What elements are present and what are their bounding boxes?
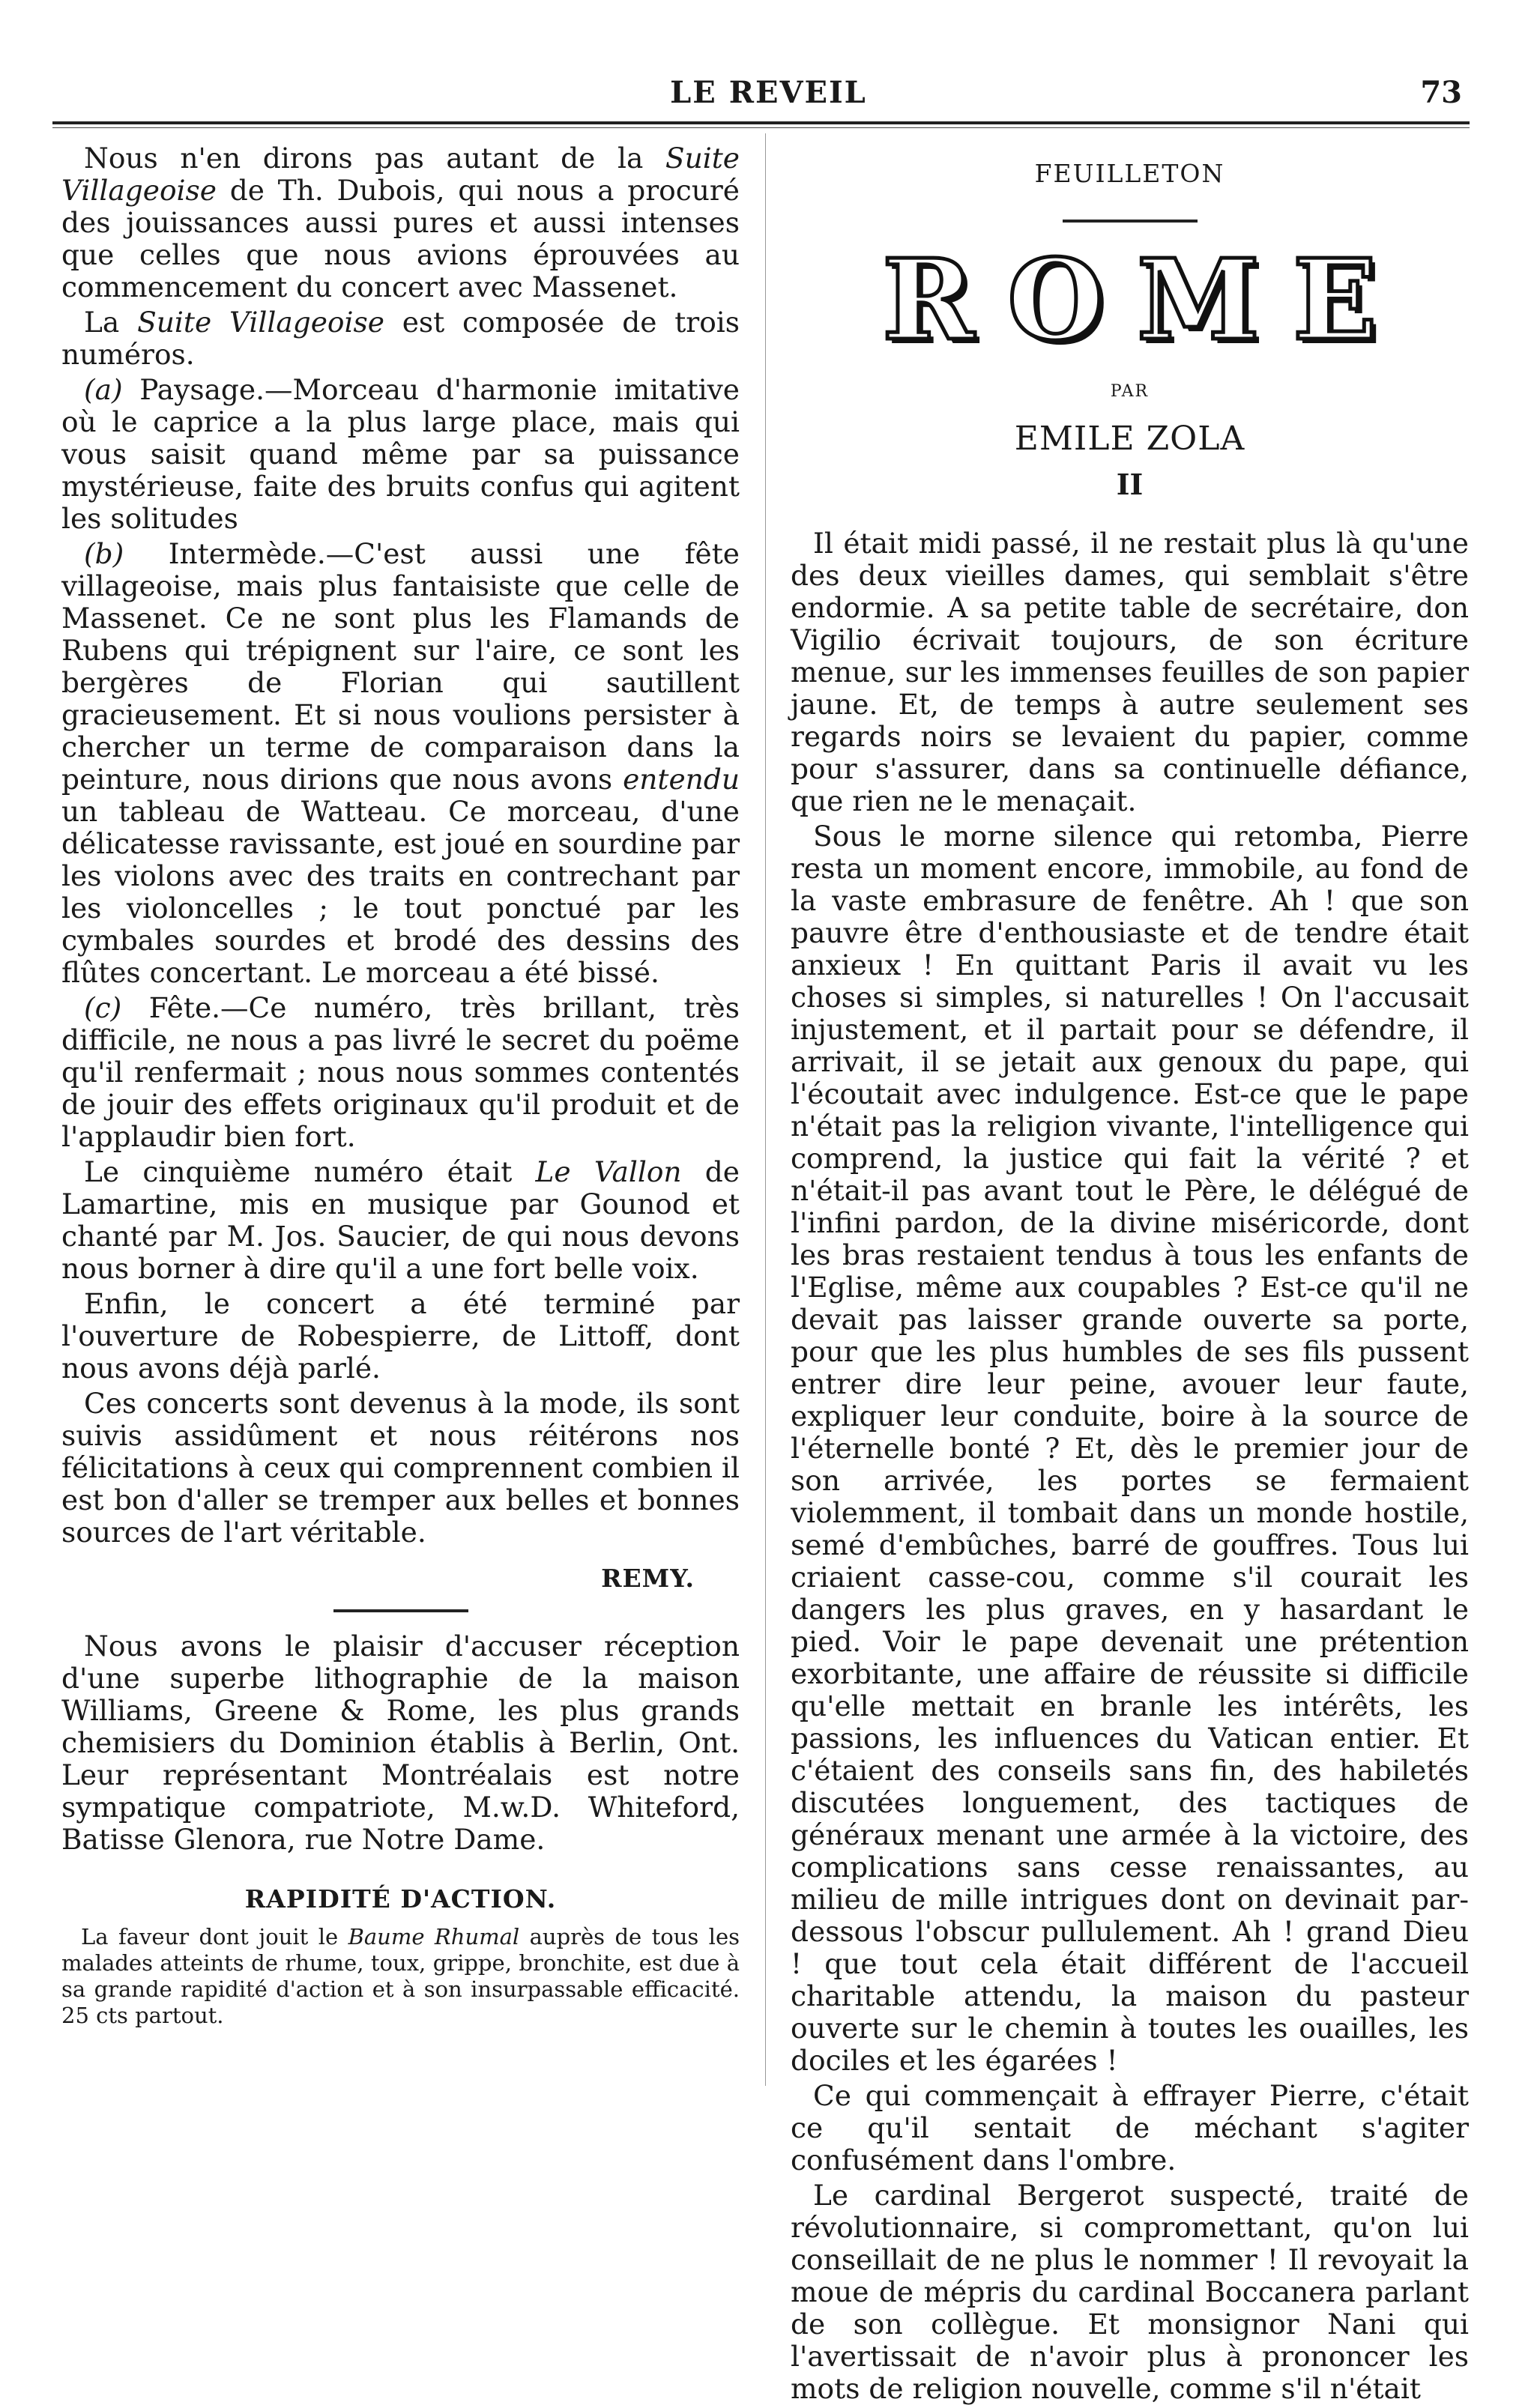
work-title: Suite Villageoise	[137, 306, 384, 339]
ad-text: La faveur dont jouit le Baume Rhumal auprès de tous les malades atteints de rhume, toux, grippe, bronchite, est due à sa grande rapidité d'action et à son insurpassable efficacité. 25 cts partout.	[61, 1924, 740, 2028]
paragraph: (b) Intermède.—C'est aussi une fête villageoise, mais plus fantaisiste que celle de Massenet. Ce ne sont plus les Flamands de Rubens qui trépignent sur l'aire, ce sont les bergères de Florian qui sautillent gracieusement. Et si nous voulions persister à chercher un terme de comparaison dans la peinture, nous dirions que nous avons entendu un tableau de Watteau. Ce morceau, d'une délicatesse ravissante, est joué en sourdine par les violons avec des traits en contrechant par les violoncelles ; le tout ponctué par les cymbales sourdes et brodé des dessins des flûtes concertant. Le morceau a été bissé.	[61, 537, 740, 989]
header-rule	[52, 121, 1470, 124]
header-rule-thin	[52, 127, 1470, 128]
title-letter: R	[882, 235, 975, 365]
paragraph: Nous avons le plaisir d'accuser réception d'une superbe lithographie de la maison Williams, Greene & Rome, les plus grands chemisiers du Dominion établis à Berlin, Ont. Leur représentant Montréalais est notre sympatique compatriote, M.w.D. Whiteford, Batisse Glenora, rue Notre Dame.	[61, 1630, 740, 1856]
work-title: Suite Villageoise	[61, 142, 740, 207]
right-column	[791, 142, 1469, 2408]
advertisement	[61, 1924, 740, 2029]
title-letter: O	[1007, 235, 1105, 365]
section-rule	[1063, 220, 1198, 223]
item-label: (b)	[84, 537, 124, 570]
item-label: (c)	[84, 991, 122, 1024]
serial-title	[791, 235, 1469, 365]
ad-title: RAPIDITÉ D'ACTION.	[244, 1884, 557, 1914]
signature: REMY.	[601, 1564, 695, 1593]
emphasis: entendu	[623, 763, 740, 796]
column-divider	[765, 133, 766, 2086]
newspaper-title: LE REVEIL	[670, 75, 867, 110]
byline-par: PAR	[1110, 382, 1150, 401]
title-letter: E	[1292, 235, 1377, 365]
page-header	[0, 0, 1537, 127]
paragraph: Il était midi passé, il ne restait plus là qu'une des deux vieilles dames, qui semblait s'être endormie. A sa petite table de secrétaire, don Vigilio écrivait toujours, de son écriture menue, sur les immenses feuilles de son papier jaune. Et, de temps à autre seulement ses regards noirs se levaient du papier, comme pour s'assurer, dans sa continuelle défiance, que rien ne le menaçait.	[791, 527, 1469, 817]
section-label: FEUILLETON	[1034, 159, 1225, 188]
item-label: (a)	[84, 373, 123, 406]
paragraph: (a) Paysage.—Morceau d'harmonie imitative où le caprice a la plus large place, mais qui vous saisit quand même par sa puissance mystérieuse, faite des bruits confus qui agitent les solitudes	[61, 373, 740, 535]
product-name: Baume Rhumal	[348, 1924, 520, 1949]
paragraph: Enfin, le concert a été terminé par l'ouverture de Robespierre, de Littoff, dont nous avons déjà parlé.	[61, 1287, 740, 1385]
left-column	[61, 142, 740, 2032]
paragraph: Nous n'en dirons pas autant de la Suite Villageoise de Th. Dubois, qui nous a procuré des jouissances aussi pures et aussi intenses que celles que nous avions éprouvées au commencement du concert avec Massenet.	[61, 142, 740, 303]
paragraph: Le cinquième numéro était Le Vallon de Lamartine, mis en musique par Gounod et chanté par M. Jos. Saucier, de qui nous devons nous borner à dire qu'il a une fort belle voix.	[61, 1155, 740, 1285]
paragraph: Ce qui commençait à effrayer Pierre, c'était ce qu'il sentait de méchant s'agiter confusément dans l'ombre.	[791, 2079, 1469, 2176]
chapter-number: II	[1116, 468, 1144, 501]
paragraph: La Suite Villageoise est composée de trois numéros.	[61, 306, 740, 371]
paragraph: (c) Fête.—Ce numéro, très brillant, très difficile, ne nous a pas livré le secret du poëme qu'il renfermait ; nous nous sommes contentés de jouir des effets originaux qu'il produit et de l'applaudir bien fort.	[61, 991, 740, 1153]
work-title: Le Vallon	[535, 1155, 682, 1188]
page-number: 73	[1420, 75, 1462, 110]
author-name: EMILE ZOLA	[1014, 420, 1245, 458]
section-rule	[333, 1609, 468, 1612]
title-letter: M	[1137, 235, 1260, 365]
paragraph: Ces concerts sont devenus à la mode, ils sont suivis assidûment et nous réitérons nos félicitations à ceux qui comprennent combien il est bon d'aller se tremper aux belles et bonnes sources de l'art véritable.	[61, 1387, 740, 1549]
paragraph: Le cardinal Bergerot suspecté, traité de révolutionnaire, si compromettant, qu'on lui conseillait de ne plus le nommer ! Il revoyait la moue de mépris du cardinal Boccanera parlant de son collègue. Et monsignor Nani qui l'avertissait de n'avoir plus à prononcer les mots de religion nouvelle, comme s'il n'était	[791, 2179, 1469, 2405]
paragraph: Sous le morne silence qui retomba, Pierre resta un moment encore, immobile, au fond de la vaste embrasure de fenêtre. Ah ! que son pauvre être d'enthousiaste et de tendre était anxieux ! En quittant Paris il avait vu les choses si simples, si naturelles ! On l'accusait injustement, et il partait pour se défendre, il arrivait, il se jetait aux genoux du pape, qui l'écoutait avec indulgence. Est-ce que le pape n'était pas la religion vivante, l'intelligence qui comprend, la justice qui fait la vérité ? et n'était-il pas avant tout le Père, le délégué de l'infini pardon, de la divine miséricorde, dont les bras restaient tendus à tous les enfants de l'Eglise, même aux coupables ? Est-ce qu'il ne devait pas laisser grande ouverte sa porte, pour que les plus humbles de ses fils pussent entrer dire leur peine, avouer leur faute, expliquer leur conduite, boire à la source de l'éternelle bonté ? Et, dès le premier jour de son arrivée, les portes se fermaient violemment, il tombait dans un monde hostile, semé d'embûches, barré de gouffres. Tous lui criaient casse-cou, comme s'il courait les dangers les plus graves, en y hasardant le pied. Voir le pape devenait une prétention exorbitante, une affaire de réussite si difficile qu'elle mettait en branle les intérêts, les passions, les influences du Vatican entier. Et c'étaient des conseils sans fin, des habiletés discutées longuement, des tactiques de généraux menant une armée à la victoire, des complications sans cesse renaissantes, au milieu de mille intrigues dont on devinait par-dessous l'obscur pullulement. Ah ! grand Dieu ! que tout cela était différent de l'accueil charitable attendu, la maison du pasteur ouverte sur le chemin à toutes les ouailles, les dociles et les égarées !	[791, 820, 1469, 2077]
